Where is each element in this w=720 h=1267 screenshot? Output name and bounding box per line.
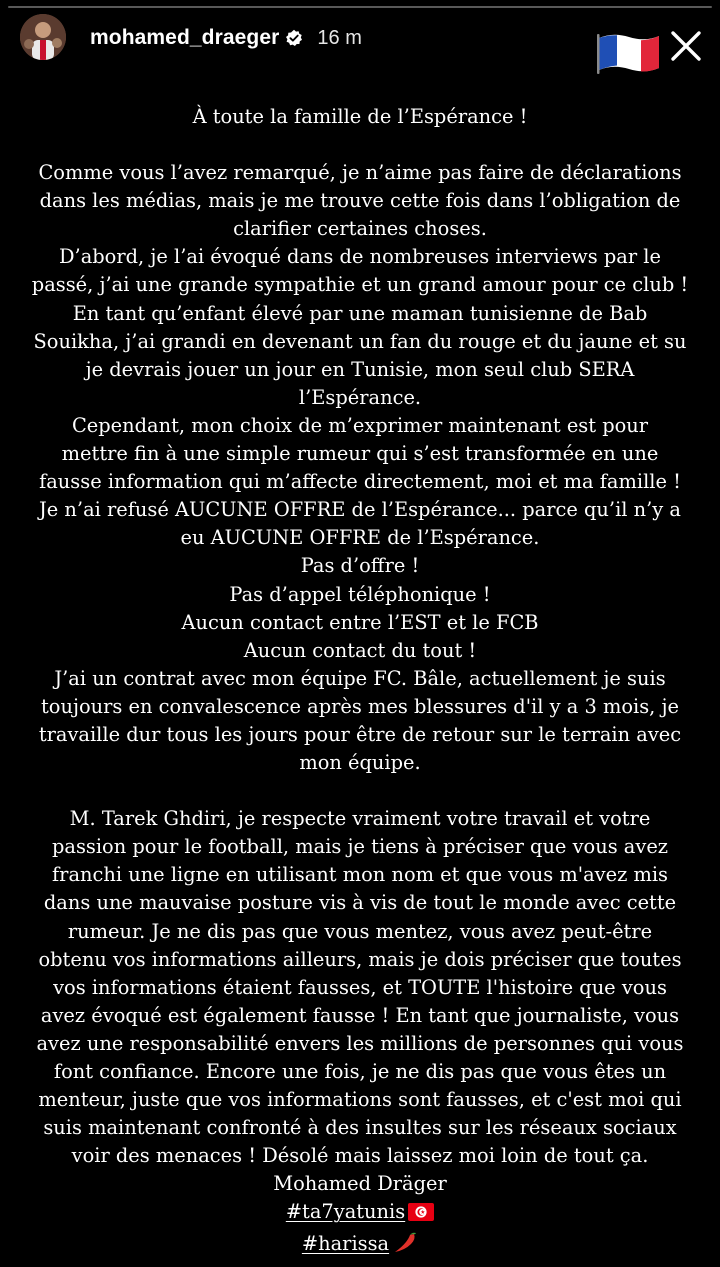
hashtag-harissa[interactable]: #harissa (301, 1231, 390, 1255)
paragraph-gap (22, 777, 698, 805)
user-info (90, 24, 362, 52)
text-line: Souikha, j’ai grandi en devenant un fan du rouge et du jaune et su (33, 329, 687, 353)
text-line: suis maintenant confronté à des insultes sur les réseaux sociaux (43, 1116, 677, 1140)
text-line: font confiance. Encore une fois, je ne dis pas que vous êtes un (53, 1060, 667, 1083)
signature: Mohamed Dräger (273, 1172, 447, 1196)
username[interactable]: mohamed_draeger (90, 26, 280, 49)
chili-pepper-icon (392, 1231, 418, 1261)
text-line: M. Tarek Ghdiri, je respecte vraiment votre travail et votre (69, 807, 651, 831)
hashtag-line (22, 1230, 698, 1261)
text-line: vos informations étaient fausses, et TOUTE l'histoire que vous (53, 975, 667, 999)
hashtag-line (22, 1198, 698, 1229)
text-line: franchi une ligne en utilisant mon nom et que vous m'avez mis (52, 863, 668, 887)
text-line: Aucun contact entre l’EST et le FCB (181, 610, 539, 634)
text-line: Pas d’appel téléphonique ! (229, 582, 491, 606)
verified-badge-icon (285, 29, 303, 47)
text-line: avez évoqué est également fausse ! En tant que journaliste, vous (40, 1003, 680, 1027)
text-line: dans les médias, mais je me trouve cette fois dans l’obligation de (39, 189, 681, 213)
avatar[interactable] (20, 14, 66, 60)
paragraph-gap (22, 131, 698, 159)
text-line: avez une responsabilité envers les millions de personnes qui vous (36, 1031, 684, 1055)
text-line: Cependant, mon choix de m’exprimer maintenant est pour (71, 413, 649, 437)
text-line: dans une mauvaise posture vis à vis de tout le monde avec cette (43, 891, 677, 915)
text-line: Aucun contact du tout ! (243, 638, 477, 662)
story-progress-bar (8, 6, 712, 8)
tunisia-flag-icon (408, 1201, 434, 1229)
story-header (0, 10, 720, 66)
text-line: rumeur. Je ne dis pas que vous mentez, vous avez peut-être (67, 919, 653, 943)
text-line: menteur, juste que vos informations sont fausses, et c'est moi qui (38, 1088, 682, 1112)
greeting-line: À toute la famille de l’Espérance ! (192, 105, 528, 128)
text-line: l’Espérance. (298, 385, 422, 409)
text-line: mettre fin à une simple rumeur qui s’est transformée en une (61, 442, 659, 466)
text-line: toujours en convalescence après mes blessures d'il y a 3 mois, je (41, 694, 679, 718)
text-line: je devrais jouer un jour en Tunisie, mon seul club SERA (85, 357, 635, 381)
text-line: eu AUCUNE OFFRE de l’Espérance. (180, 526, 540, 550)
text-line: Comme vous l’avez remarqué, je n’aime pas faire de déclarations (38, 161, 682, 185)
text-line: D’abord, je l’ai évoqué dans de nombreuses interviews par le (59, 245, 661, 269)
post-time: 16 m (317, 26, 362, 49)
text-line: travaille dur tous les jours pour être de retour sur le terrain avec (38, 722, 682, 746)
text-line: En tant qu’enfant élevé par une maman tunisienne de Bab (72, 301, 648, 325)
text-line: obtenu vos informations ailleurs, mais je dois préciser que toutes (38, 947, 682, 971)
text-line: voir des menaces ! Désolé mais laissez moi loin de tout ça. (71, 1144, 649, 1168)
text-line: mon équipe. (299, 751, 421, 775)
text-line: J’ai un contrat avec mon équipe FC. Bâle, actuellement je suis (54, 666, 666, 690)
france-flag-icon (595, 28, 663, 76)
hashtag-ta7yatunis[interactable]: #ta7yatunis (285, 1200, 406, 1224)
text-line: passion pour le football, mais je tiens à préciser que vous avez (51, 835, 669, 859)
text-line: fausse information qui m’affecte directement, moi et ma famille ! (39, 470, 681, 494)
text-line: passé, j’ai une grande sympathie et un grand amour pour ce club ! (31, 273, 689, 297)
text-line: clarifier certaines choses. (233, 217, 487, 241)
story-text (22, 103, 698, 1261)
text-line: Je n’ai refusé AUCUNE OFFRE de l’Espérance... parce qu’il n’y a (39, 498, 681, 522)
close-icon[interactable] (668, 28, 704, 64)
text-line: Pas d’offre ! (300, 554, 420, 578)
